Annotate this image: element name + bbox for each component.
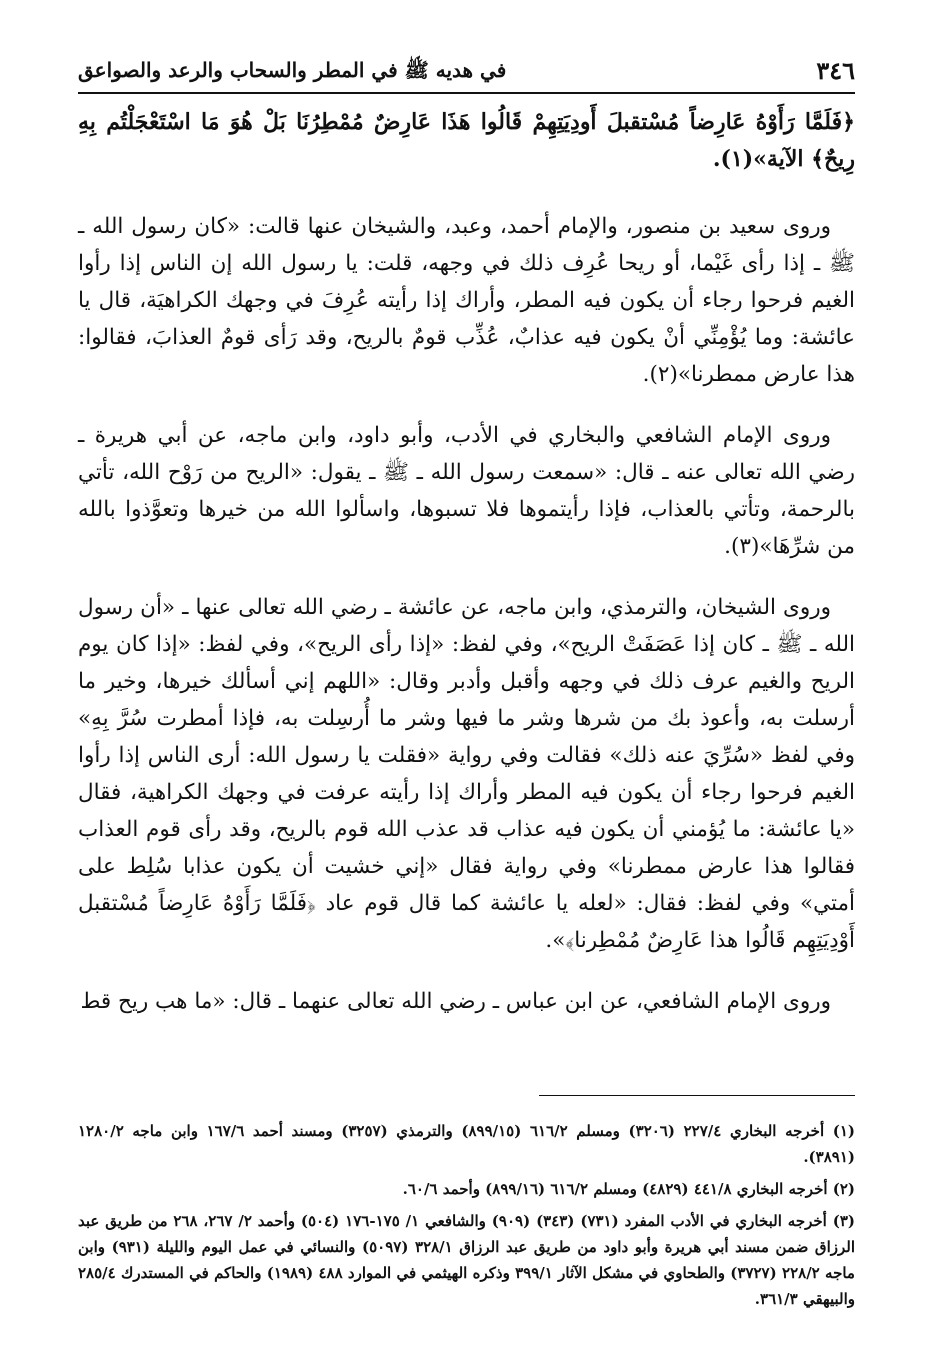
quran-verse-paragraph: ﴿فَلَمَّا رَأَوْهُ عَارِضاً مُسْتقبلَ أَودِيَتِهِمْ قَالُوا هَذَا عَارِضٌ مُمْطِرُنَا بَلْ هُوَ مَا اسْتَعْجَلْتُم بِهِ رِيحٌ﴾ الآية»(١).: [78, 109, 855, 172]
hadith-paragraph-1: وروى سعيد بن منصور، والإمام أحمد، وعبد، والشيخان عنها قالت: «كان رسول الله ـ ﷺ ـ إذا رأى غَيْما، أو ريحا عُرِف ذلك في وجهه، قلت: يا رسول الله إن الناس إذا رأوا الغيم فرحوا رجاء أن يكون فيه المطر، وأراك إذا رأيته عُرِفَ في وجهك الكراهيَة، قال يا عائشة: وما يُؤْمِنِّي أنْ يكون فيه عذابٌ، عُذِّب قومٌ بالريح، وقد رَأى قومٌ العذابَ، فقالوا: هذا عارض ممطرنا»(٢).: [78, 214, 855, 387]
page-header: [78, 56, 855, 94]
footnote-divider: [539, 1095, 855, 1096]
hadith-paragraph-3: وروى الشيخان، والترمذي، وابن ماجه، عن عائشة ـ رضي الله تعالى عنها ـ «أن رسول الله ـ ﷺ ـ كان إذا عَصَفَتْ الريح»، وفي لفظ: «إذا رأى الريح»، وفي لفظ: «إذا كان يوم الريح والغيم عرف ذلك في وجهه وأقبل وأدبر وقال: «اللهم إني أسألك خيرها، وخير ما أرسلت به، وأعوذ بك من شرها وشر ما فيها وشر ما أُرسِلت به، فإذا أمطرت سُرَّ بِهِ» وفي لفظ «سُرِّيَ عنه ذلك» فقالت وفي رواية «فقلت يا رسول الله: أرى الناس إذا رأوا الغيم فرحوا رجاء أن يكون فيه المطر وأراك إذا رأيته عرفت في وجهك الكراهية، فقال «يا عائشة: ما يُؤمني أن يكون فيه عذاب قد عذب الله قوم بالريح، وقد رأى قوم العذاب فقالوا هذا عارض ممطرنا» وفي رواية فقال «إني خشيت أن يكون عذابا سُلِط على أمتي» وفي لفظ: فقال: «لعله يا عائشة كما قال قوم عاد ﴿فَلَمَّا رَأَوْهُ عَارِضاً مُسْتقبل أَوْدِيَتِهِم قَالُوا هذا عَارِضٌ مُمْطِرنا﴾».: [78, 595, 855, 953]
hadith-paragraph-4: وروى الإمام الشافعي، عن ابن عباس ـ رضي الله تعالى عنهما ـ قال: «ما هب ريح قط: [80, 989, 831, 1014]
main-text: [78, 104, 855, 1020]
running-title: في هديه ﷺ في المطر والسحاب والرعد والصواعق: [78, 58, 507, 82]
footnotes: [78, 1118, 855, 1318]
footnote-2: (٢) أخرجه البخاري ٤٤١/٨ (٤٨٢٩) ومسلم ٦١٦/٢ (٨٩٩/١٦) وأحمد ٦٠/٦.: [402, 1180, 855, 1198]
footnote-3: (٣) أخرجه البخاري في الأدب المفرد (٧٣١) (٣٤٣) (٩٠٩) والشافعي ١/ ١٧٥-١٧٦ (٥٠٤) وأحمد ٢/ ٢٦٧، ٢٦٨ من طريق عبد الرزاق ضمن مسند أبي هريرة وأبو داود من طريق عبد الرزاق ٣٢٨/١ (٥٠٩٧) والنسائي في عمل اليوم والليلة (٩٣١) وابن ماجه ٢٢٨/٢ (٣٧٢٧) والطحاوي في مشكل الآثار ٣٩٩/١ وذكره الهيثمي في الموارد ٤٨٨ (١٩٨٩) والحاكم في المستدرك ٢٨٥/٤ والبيهقي ٣٦١/٣.: [78, 1212, 855, 1308]
hadith-paragraph-2: وروى الإمام الشافعي والبخاري في الأدب، وأبو داود، وابن ماجه، عن أبي هريرة ـ رضي الله تعالى عنه ـ قال: «سمعت رسول الله ـ ﷺ ـ يقول: «الريح من رَوْح الله، تأتي بالرحمة، وتأتي بالعذاب، فإذا رأيتموها فلا تسبوها، واسألوا الله من خيرها وتعوَّذوا بالله من شرِّهَا»(٣).: [78, 423, 855, 559]
footnote-1: (١) أخرجه البخاري ٢٢٧/٤ (٣٢٠٦) ومسلم ٦١٦/٢ (٨٩٩/١٥) والترمذي (٣٢٥٧) ومسند أحمد ١٦٧/٦ وابن ماجه ١٢٨٠/٢ (٣٨٩١).: [78, 1122, 856, 1166]
page-number: ٣٤٦: [816, 56, 855, 85]
